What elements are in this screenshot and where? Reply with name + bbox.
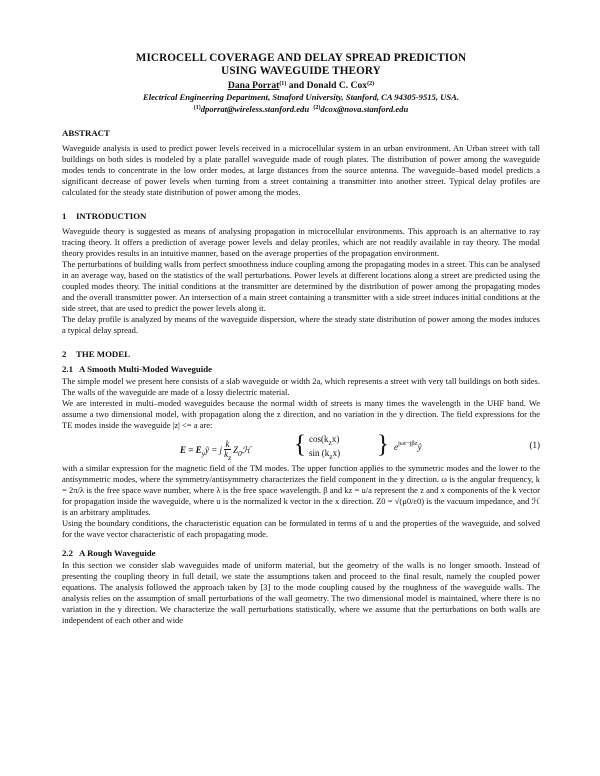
section-1-number: 1 bbox=[62, 211, 67, 221]
intro-paragraph-1: Waveguide theory is suggested as means of analysing propagation in microcellular environments. This approach is an alternative to ray tracing theory. It offers a prediction of average power levels and delay proriles, which are not readily available in ray theory. The modal theory provides results in an intuitive manner, based on the average properties of the propagation environment. bbox=[62, 226, 540, 258]
equation-left-brace: { bbox=[294, 431, 306, 458]
smooth-paragraph-4: Using the boundary conditions, the characteristic equation can be formulated in terms of u and the properties of the waveguide, and solved for the wave vector characteristic of each propagating mode. bbox=[62, 518, 540, 539]
section-1-heading bbox=[62, 211, 540, 222]
author-1-mark: (1) bbox=[279, 81, 287, 87]
equation-cases: $\cos(k_zx)$ $\sin (k_zx)$ bbox=[309, 434, 341, 461]
author-1: Dana Porrat bbox=[227, 80, 280, 91]
title-line-2: USING WAVEGUIDE THEORY bbox=[221, 65, 381, 77]
equation-lhs: $E = E_yŷ = j$ $\frac{k}{k_z}$ $Z_0ℋ$ bbox=[180, 439, 251, 462]
equation-right-brace: } bbox=[377, 431, 389, 458]
author-line bbox=[62, 78, 540, 92]
subsection-2-2-title: A Rough Waveguide bbox=[79, 548, 156, 558]
affiliation: Electrical Engineering Department, Stnaford University, Stanford, CA 94305-9515, USA. bbox=[142, 92, 459, 102]
equation-rhs: $e^{j\omega t-j\beta z}ŷ$ bbox=[394, 440, 422, 452]
intro-paragraph-3: The delay profile is analyzed by means of the waveguide dispersion, where the steady state distribution of power among the modes induces a typical delay spread. bbox=[62, 314, 540, 335]
equation-1 bbox=[62, 432, 540, 462]
author-2-mark: (2) bbox=[367, 81, 375, 87]
email-2: dcox@nova.stanford.edu bbox=[320, 104, 409, 114]
subsection-2-2-number: 2.2 bbox=[62, 548, 73, 558]
subsection-2-2-heading bbox=[62, 548, 540, 559]
section-2-title: THE MODEL bbox=[76, 349, 131, 359]
abstract-heading: ABSTRACT bbox=[62, 128, 110, 138]
equation-number: (1) bbox=[529, 440, 540, 450]
subsection-2-1-heading bbox=[62, 364, 540, 375]
subsection-2-1-number: 2.1 bbox=[62, 364, 73, 374]
section-2-heading bbox=[62, 349, 540, 360]
email-2-mark: (2) bbox=[313, 105, 321, 111]
smooth-paragraph-3: with a similar expression for the magnetic field of the TM modes. The upper function applies to the symmetric modes and the lower to the antisymmetric modes, where the symmetry/antisymmetry characterizes the field component in the y direction. ω is the angular frequency, k = 2π/λ is the free space wave number, where λ is the free space wavelength. β and kz = u/a represent the z and x components of the k vector for propagation inside the waveguide, where u is the normalized k vector in the x direction. Z0 = √(μ0/ε0) is the vacuum impedance, and ℋ is an arbitrary amplitudes. bbox=[62, 463, 540, 517]
author-2: Donald C. Cox bbox=[306, 80, 368, 91]
section-1-title: INTRODUCTION bbox=[76, 211, 147, 221]
paper-page bbox=[62, 52, 540, 626]
intro-paragraph-2: The perturbations of building walls from perfect smoothness induce coupling among the propagating modes in a street. This can be analysed in an average way, based on the statistics of the wall perturbations. Power levels at different locations along a street are predicted using the coupled modes theory. The initial conditions at the transmitter are determined by the distribution of power among the propagating modes and the overall transmitter power. An intersection of a main street containing a transmitter with a side street induces initial conditions at the side street, that are used to predict the power levels along it. bbox=[62, 259, 540, 313]
smooth-paragraph-2: We are interested in multi–moded waveguides because the normal width of streets is many times the wavelength in the UHF band. We assume a two dimensional model, with propagation along the z direction, and no variation in the y direction. The field expressions for the TE modes inside the waveguide |z| <= a are: bbox=[62, 398, 540, 430]
section-2-number: 2 bbox=[62, 349, 67, 359]
smooth-paragraph-1: The simple model we present here consists of a slab waveguide or width 2a, which represents a street with very tall buildings on both sides. The walls of the waveguide are made of a lossy dielectric material. bbox=[62, 376, 540, 397]
subsection-2-1-title: A Smooth Multi-Moded Waveguide bbox=[79, 364, 213, 374]
rough-paragraph-1: In this section we consider slab waveguides made of uniform material, but the geometry of the walls is no longer smooth. Instead of presenting the coupling theory in full detail, we state the assumptions taken and proceed to the final result, namely the coupled power equations. The analysis followed the approach taken by [3] to the mode coupling caused by the roughness of the waveguide walls. The analysis relies on the assumption of small perturbations of the wall geometry. The two dimensional model is maintained, where there is no variation in the y direction. We characterize the wall perturbations statistically, where we assume that the perturbations on both walls are independent of each other and wide bbox=[62, 560, 540, 625]
title-line-1: MICROCELL COVERAGE AND DELAY SPREAD PREDICTION bbox=[135, 52, 467, 64]
abstract-text: Waveguide analysis is used to predict power levels received in a microcellular system in an urban environment. An Urban street with tall buildings on both sides is modeled by a plate parallel waveguide made of rough plates. The distribution of power among the waveguide modes tends to concentrate in the low order modes, at large distances from the source antenna. The waveguide–based model predicts a significant decrease of power levels when turning from a street containing a transmitter into another street. Typical delay profiles are calculated for the steady state distribution of power among the modes. bbox=[62, 143, 540, 197]
email-1: dporrat@wireless.stanford.edu bbox=[200, 104, 310, 114]
paper-title bbox=[62, 52, 540, 78]
email-line bbox=[62, 103, 540, 115]
email-1-mark: (1) bbox=[193, 105, 201, 111]
author-joiner: and bbox=[286, 80, 307, 91]
